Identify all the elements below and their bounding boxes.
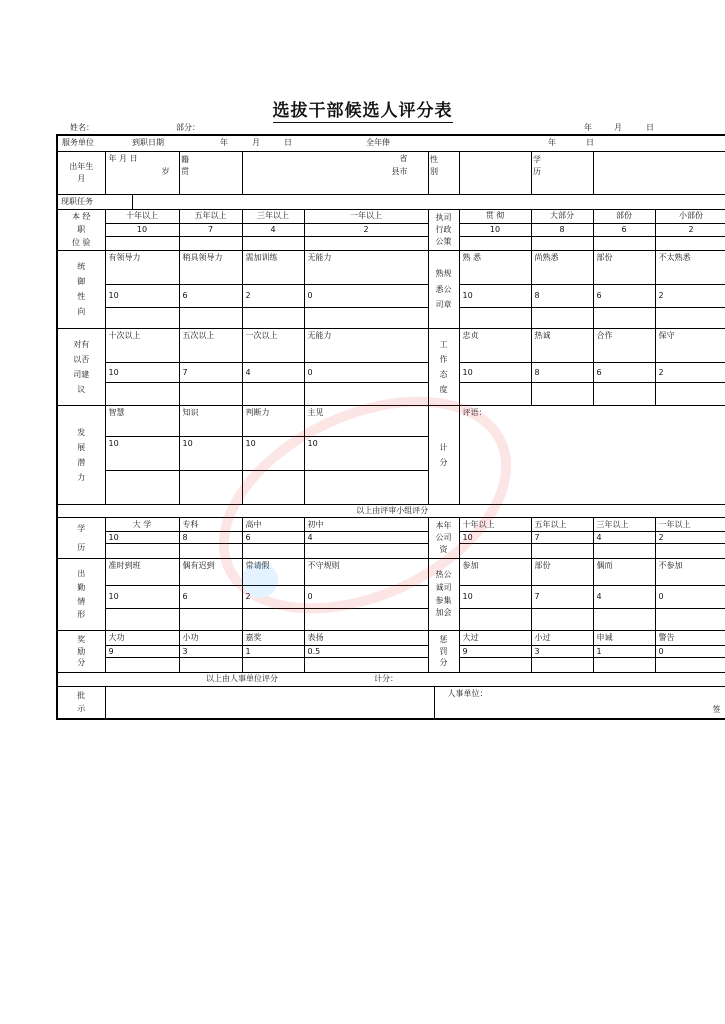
company-year-score: 7 [531,531,593,544]
suggest-option: 五次以上 [179,328,242,362]
suggest-score: 10 [105,362,179,383]
attitude-option: 忠贞 [459,328,531,362]
education-value [593,151,725,194]
penalty-score: 3 [531,645,593,657]
date-year: 年 [584,123,592,132]
familiar-score: 10 [459,285,531,308]
activity-score: 0 [655,585,725,608]
row-current [57,195,725,209]
lead-score: 0 [304,285,428,308]
activity-score: 4 [593,585,655,608]
execute-score: 10 [459,224,531,237]
execute-option: 部份 [593,209,655,223]
attitude-option: 合作 [593,328,655,362]
attendance-label: 出勤情形 [57,558,105,630]
attitude-score: 6 [593,362,655,383]
gender-value [459,151,531,194]
row-attendance-scores [57,585,725,608]
execute-option: 贯 彻 [459,209,531,223]
company-year-score: 4 [593,531,655,544]
tenure-score: 10 [105,224,179,237]
salary-day: 日 [586,138,594,148]
edu-option: 初中 [304,518,428,532]
execute-score: 8 [531,224,593,237]
familiar-option: 不太熟悉 [655,250,725,284]
suggest-score: 4 [242,362,304,383]
suggest-score: 0 [304,362,428,383]
reward-option: 小功 [179,631,242,645]
name-bar [56,122,662,134]
row-reward-blank [57,658,725,672]
service-line [58,136,725,150]
birth-date-cell [105,151,179,194]
date-month: 月 [614,123,622,132]
reward-label: 奖励分 [57,631,105,672]
row-attendance-options [57,558,725,585]
suggest-option: 十次以上 [105,328,179,362]
edu-score: 8 [179,531,242,544]
row-suggest-scores [57,362,725,383]
birth-age: 岁 [161,167,170,177]
attendance-option: 准时到班 [105,558,179,585]
company-year-option: 三年以上 [593,518,655,532]
tenure-score: 7 [179,224,242,237]
reward-option: 表扬 [304,631,428,645]
row-reward-scores [57,645,725,657]
suggest-option: 无能力 [304,328,428,362]
gender-label: 性别 [428,151,459,194]
row-tenure-blank [57,237,725,250]
row-edu-scores [57,531,725,544]
attendance-option: 不守规则 [304,558,428,585]
edu-score: 10 [105,531,179,544]
arrive-date-label: 到职日期 [132,138,164,148]
execute-option: 小部份 [655,209,725,223]
lead-score: 2 [242,285,304,308]
row-lead-scores [57,285,725,308]
company-year-option: 五年以上 [531,518,593,532]
birth-label: 出年生月 [57,151,105,194]
tenure-label: 本 经 职 位 验 [57,209,105,250]
annual-salary-label: 全年俸 [366,138,390,148]
row-tenure-options [57,209,725,223]
lead-score: 6 [179,285,242,308]
penalty-option: 小过 [531,631,593,645]
reward-score: 0.5 [304,645,428,657]
attitude-option: 热诚 [531,328,593,362]
activity-score: 7 [531,585,593,608]
row-attendance-blank [57,608,725,631]
company-year-label: 本年公司资 [428,518,459,559]
develop-option: 主见 [304,406,428,437]
row-suggest-blank [57,383,725,406]
salary-year: 年 [548,138,556,148]
develop-score: 10 [304,437,428,471]
edu-score: 4 [304,531,428,544]
reward-score: 9 [105,645,179,657]
tenure-option: 十年以上 [105,209,179,223]
arrive-year: 年 [220,138,228,148]
familiar-score: 6 [593,285,655,308]
row-edu-blank [57,544,725,559]
edu-option: 高中 [242,518,304,532]
section-hr-label: 以上由人事单位评分 [206,673,278,683]
name-label: 姓名： [70,123,94,132]
attendance-score: 6 [179,585,242,608]
attendance-score: 0 [304,585,428,608]
develop-option: 知识 [179,406,242,437]
sign-label: 签 [712,705,721,715]
attitude-score: 2 [655,362,725,383]
penalty-score: 1 [593,645,655,657]
reward-option: 嘉奖 [242,631,304,645]
evaluation-table [56,134,725,720]
education-label: 学历 [531,151,593,194]
penalty-option: 申诫 [593,631,655,645]
execute-score: 6 [593,224,655,237]
familiar-score: 2 [655,285,725,308]
arrive-month: 月 [252,138,260,148]
approve-label: 批示 [57,687,105,719]
edu-option: 大 学 [105,518,179,532]
tenure-score: 2 [304,224,428,237]
reward-score: 1 [242,645,304,657]
penalty-option: 警告 [655,631,725,645]
section-hr-score: 计分： [374,673,398,683]
origin-county: 县市 [391,167,408,177]
activity-label: 热公诚司参集加会 [428,558,459,630]
execute-label: 执司行政公策 [428,209,459,250]
develop-comment: 评语： [459,406,725,504]
suggest-score: 7 [179,362,242,383]
hr-approval-cell [434,687,725,719]
penalty-score: 9 [459,645,531,657]
attendance-score: 10 [105,585,179,608]
row-edu-options [57,518,725,532]
penalty-score: 0 [655,645,725,657]
attitude-score: 8 [531,362,593,383]
activity-score: 10 [459,585,531,608]
lead-option: 稍具领导力 [179,250,242,284]
row-develop-options [57,406,725,437]
edu-label: 学历 [57,518,105,559]
company-year-option: 十年以上 [459,518,531,532]
lead-score: 10 [105,285,179,308]
tenure-option: 三年以上 [242,209,304,223]
row-service [57,135,725,151]
attendance-score: 2 [242,585,304,608]
origin-label: 籍贯 [179,151,242,194]
attitude-label: 工作态度 [428,328,459,406]
activity-option: 不参加 [655,558,725,585]
familiar-option: 熟 悉 [459,250,531,284]
penalty-option: 大过 [459,631,531,645]
lead-option: 需加训练 [242,250,304,284]
suggest-label: 对有以否司建议 [57,328,105,406]
row-tenure-scores [57,224,725,237]
birth-ymd: 年 月 日 [108,153,138,163]
form-title: 选拔干部候选人评分表 [272,101,453,121]
edu-option: 专科 [179,518,242,532]
date-day: 日 [646,123,654,132]
familiar-option: 尚熟悉 [531,250,593,284]
attendance-option: 常请假 [242,558,304,585]
activity-option: 参加 [459,558,531,585]
hr-unit-label: 人事单位： [447,689,488,699]
attendance-option: 偶有迟到 [179,558,242,585]
row-section-committee [57,504,725,517]
develop-option: 智慧 [105,406,179,437]
row-approval [57,687,725,719]
lead-label: 统御性向 [57,250,105,328]
develop-label: 发展潜力 [57,406,105,504]
develop-score-label: 计分 [428,406,459,504]
tenure-option: 五年以上 [179,209,242,223]
reward-option: 大功 [105,631,179,645]
company-year-option: 一年以上 [655,518,725,532]
dept-label: 部分： [176,123,200,132]
execute-score: 2 [655,224,725,237]
service-unit-label: 服务单位 [62,138,94,148]
develop-score: 10 [242,437,304,471]
develop-score: 10 [105,437,179,471]
company-year-score: 10 [459,531,531,544]
row-reward-options [57,631,725,645]
reward-score: 3 [179,645,242,657]
attitude-option: 保守 [655,328,725,362]
activity-option: 偶而 [593,558,655,585]
edu-score: 6 [242,531,304,544]
familiar-option: 部份 [593,250,655,284]
origin-cell [242,151,428,194]
activity-option: 部份 [531,558,593,585]
familiar-score: 8 [531,285,593,308]
develop-score: 10 [179,437,242,471]
develop-option: 判断力 [242,406,304,437]
tenure-option: 一年以上 [304,209,428,223]
arrive-day: 日 [284,138,292,148]
familiar-label: 熟规悉公司章 [428,250,459,328]
attitude-score: 10 [459,362,531,383]
lead-option: 有领导力 [105,250,179,284]
section-committee-label: 以上由评审小组评分 [57,504,725,517]
penalty-label: 惩罚分 [428,631,459,672]
tenure-score: 4 [242,224,304,237]
row-lead-options [57,250,725,284]
lead-option: 无能力 [304,250,428,284]
row-section-hr [57,672,725,686]
row-suggest-options [57,328,725,362]
execute-option: 大部分 [531,209,593,223]
company-year-score: 2 [655,531,725,544]
row-lead-blank [57,307,725,328]
current-job-value [132,195,725,209]
suggest-option: 一次以上 [242,328,304,362]
row-birth [57,151,725,194]
origin-province: 省 [399,153,408,163]
current-job-label: 现职任务 [57,195,132,209]
approve-value [105,687,434,719]
